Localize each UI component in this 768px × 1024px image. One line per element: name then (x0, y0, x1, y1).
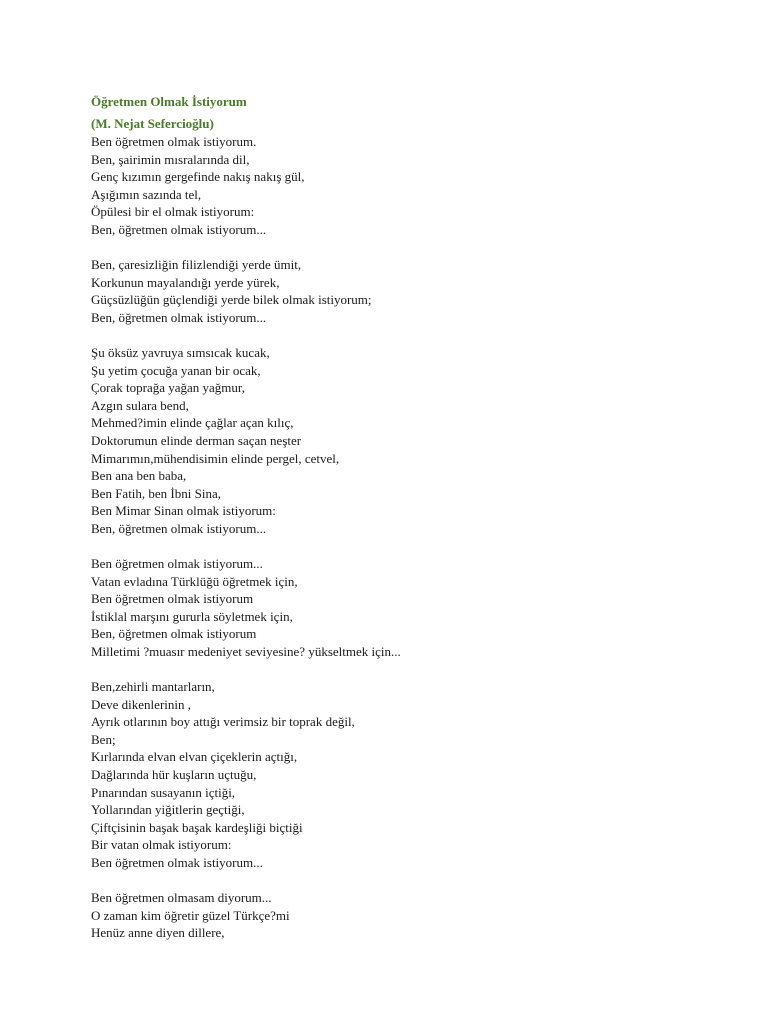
poem-line: Ben öğretmen olmak istiyorum. (91, 134, 257, 149)
poem-line: Ben Fatih, ben İbni Sina, (91, 485, 221, 501)
poem-line: Ben, öğretmen olmak istiyorum (91, 626, 257, 642)
poem-line: Güçsüzlüğün güçlendiği yerde bilek olmak istiyorum; (91, 292, 372, 308)
poem-line: Ben Mimar Sinan olmak istiyorum: (91, 503, 276, 519)
poem-stanza (91, 555, 731, 661)
poem-line: Öpülesi bir el olmak istiyorum: (91, 204, 255, 220)
poem-line: İstiklal marşını gururla söyletmek için, (91, 608, 293, 624)
poem-author: (M. Nejat Sefercioğlu) (91, 116, 214, 131)
poem-line: Milletimi ?muasır medeniyet seviyesine? yükseltmek için... (91, 643, 401, 659)
poem-line: Korkunun mayalandığı yerde yürek, (91, 274, 280, 290)
poem-line: Pınarından susayanın içtiği, (91, 784, 236, 800)
poem-line: Ben öğretmen olmasam diyorum... (91, 890, 272, 906)
poem-line: Şu yetim çocuğa yanan bir ocak, (91, 362, 261, 378)
poem-line: Ben öğretmen olmak istiyorum (91, 591, 254, 607)
poem-line: Vatan evladına Türklüğü öğretmek için, (91, 573, 298, 589)
poem-line: Henüz anne diyen dillere, (91, 925, 225, 941)
poem-stanza (91, 889, 731, 942)
document-page (91, 92, 731, 942)
poem-line: Ben, öğretmen olmak istiyorum... (91, 221, 267, 237)
poem-line: O zaman kim öğretir güzel Türkçe?mi (91, 907, 290, 923)
poem-line: Şu öksüz yavruya sımsıcak kucak, (91, 344, 270, 360)
poem-line: Ben; (91, 731, 116, 747)
poem-line: Ben, öğretmen olmak istiyorum... (91, 309, 267, 325)
poem-line: Dağlarında hür kuşların uçtuğu, (91, 767, 257, 782)
poem-line: Kırlarında elvan elvan çiçeklerin açtığı, (91, 749, 298, 765)
poem-stanza (91, 344, 731, 538)
poem-line: Yollarından yiğitlerin geçtiği, (91, 802, 245, 818)
poem-stanza (91, 133, 731, 239)
poem-line: Ben, şairimin mısralarında dil, (91, 151, 250, 167)
poem-title: Öğretmen Olmak İstiyorum (91, 94, 247, 109)
poem-line: Bir vatan olmak istiyorum: (91, 837, 232, 853)
poem-stanza (91, 678, 731, 872)
poem-line: Doktorumun elinde derman saçan neşter (91, 432, 302, 448)
poem-line: Ben, öğretmen olmak istiyorum... (91, 520, 267, 536)
poem-line: Ben,zehirli mantarların, (91, 679, 215, 695)
poem-line: Genç kızımın gergefinde nakış nakış gül, (91, 169, 305, 185)
poem-line: Ben ana ben baba, (91, 468, 187, 484)
poem-body (91, 133, 731, 942)
poem-line: Deve dikenlerinin , (91, 696, 191, 712)
poem-line: Ben, çaresizliğin filizlendiği yerde ümit, (91, 257, 302, 273)
poem-line: Azgın sulara bend, (91, 397, 189, 413)
poem-line: Ben öğretmen olmak istiyorum... (91, 854, 263, 870)
poem-line: Ayrık otlarının boy attığı verimsiz bir toprak değil, (91, 714, 355, 730)
poem-line: Mimarımın,mühendisimin elinde pergel, cetvel, (91, 450, 340, 466)
poem-line: Ben öğretmen olmak istiyorum... (91, 555, 263, 571)
poem-stanza (91, 256, 731, 326)
poem-line: Mehmed?imin elinde çağlar açan kılıç, (91, 415, 294, 431)
poem-line: Çorak toprağa yağan yağmur, (91, 380, 245, 396)
poem-line: Aşığımın sazında tel, (91, 186, 202, 202)
poem-line: Çiftçisinin başak başak kardeşliği biçtiği (91, 819, 303, 835)
